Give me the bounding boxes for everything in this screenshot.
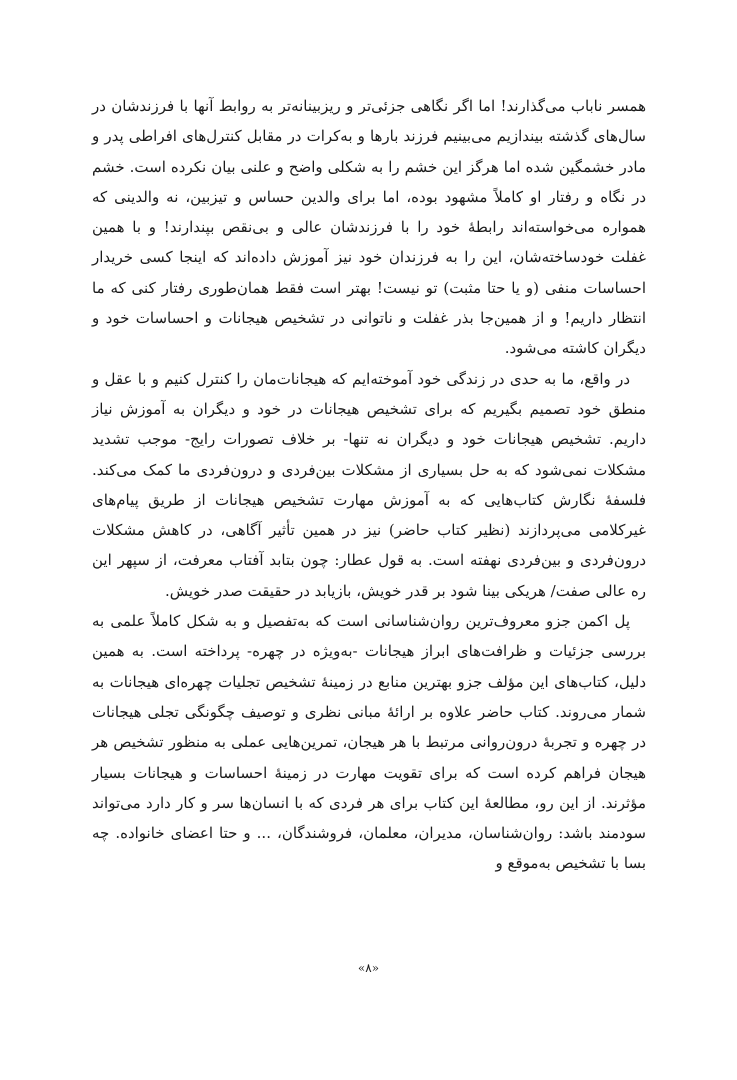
paragraph-3: پل اکمن جزو معروف‌ترین روان‌شناسانی است که به‌تفصیل و به شکل کاملاً علمی به بررسی جزئیات و ظرافت‌های ابراز هیجانات -به‌ویژه در چهره- پرداخته است. به همین دلیل، کتاب‌های این مؤلف جزو بهترین منابع در زمینهٔ تشخیص تجلیات چهره‌ای هیجانات به شمار می‌روند. کتاب حاضر علاوه بر ارائهٔ مبانی نظری و توصیف چگونگی تجلی هیجانات در چهره و تجربهٔ درون‌روانی مرتبط با هر هیجان، تمرین‌هایی عملی به منظور تشخیص هر هیجان فراهم کرده است که برای تقویت مهارت در زمینهٔ احساسات و هیجانات بسیار مؤثرند. از این رو، مطالعهٔ این کتاب برای هر فردی که با انسان‌ها سر و کار دارد می‌تواند سودمند باشد: روان‌شناسان، مدیران، معلمان، فروشندگان، ... و حتا اعضای خانواده. چه بسا با تشخیص به‌موقع و xyxy=(92,612,646,873)
page-number: «۸» xyxy=(357,961,380,975)
paragraph-2: در واقع، ما به حدی در زندگی خود آموخته‌ایم که هیجانات‌مان را کنترل کنیم و با عقل و منطق خود تصمیم بگیریم که برای تشخیص هیجانات در خود و دیگران به آموزش نیاز داریم. تشخیص هیجانات خود و دیگران نه تنها- بر خلاف تصورات رایج- موجب تشدید مشکلات نمی‌شود که به حل بسیاری از مشکلات بین‌فردی و درون‌فردی ما کمک می‌کند. فلسفهٔ نگارش کتاب‌هایی که به آموزش مهارت تشخیص هیجانات از طریق پیام‌های غیرکلامی می‌پردازند (نظیر کتاب حاضر) نیز در همین تأثیر آگاهی، در کاهش مشکلات درون‌فردی و بین‌فردی نهفته است. به قول عطار: چون بتابد آفتاب معرفت، از سپهر این ره عالی صفت/ هریکی بینا شود بر قدر خویش، بازیابد در حقیقت صدر خویش. xyxy=(92,369,646,600)
paragraph-1: همسر ناباب می‌گذارند! اما اگر نگاهی جزئی‌تر و ریزبینانه‌تر به روابط آنها با فرزندشان در سال‌های گذشته بیندازیم می‌بینیم فرزند بارها و به‌کرات در مقابل کنترل‌های افراطی پدر و مادر خشمگین شده اما هرگز این خشم را به شکلی واضح و علنی بیان نکرده است. خشم در نگاه و رفتار او کاملاً مشهود بوده، اما برای والدین حساس و تیزبین، نه والدینی که همواره می‌خواسته‌اند رابطهٔ خود را با فرزندشان عالی و بی‌نقص بپندارند! و با همین غفلت خودساخته‌شان، این را به فرزندان خود نیز آموزش داده‌اند که اینجا کسی خریدار احساسات منفی (و یا حتا مثبت) تو نیست! بهتر است فقط همان‌طوری رفتار کنی که ما انتظار داریم! و از همین‌جا بذر غفلت و ناتوانی در تشخیص هیجانات و احساسات خود و دیگران کاشته می‌شود. xyxy=(92,97,646,358)
body-text xyxy=(92,91,646,879)
